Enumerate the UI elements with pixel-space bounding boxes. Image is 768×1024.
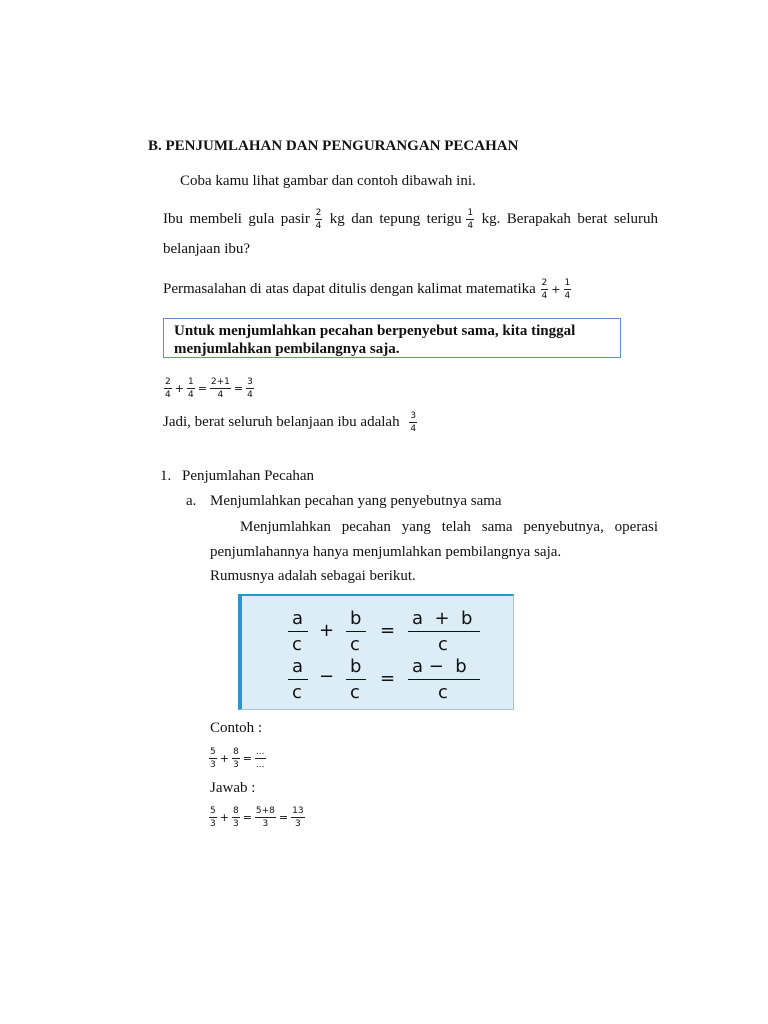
fraction-flour: $\frac{1}{4}$ bbox=[467, 207, 474, 231]
formula-symbol: c bbox=[350, 682, 360, 703]
equals-sign: = bbox=[242, 810, 252, 824]
fraction-bar bbox=[288, 679, 308, 680]
fraction: $\frac{13}{3}$ bbox=[292, 806, 304, 830]
fraction: $\frac{8}{3}$ bbox=[232, 747, 239, 771]
fraction: $\frac{2+1}{4}$ bbox=[210, 377, 230, 401]
fraction-sugar: $\frac{2}{4}$ bbox=[315, 207, 322, 231]
formula-symbol: a bbox=[292, 608, 304, 629]
word-with-fraction: terigu $\frac{1}{4}$ bbox=[426, 207, 474, 231]
word: berat bbox=[577, 210, 608, 227]
word: sama bbox=[481, 518, 513, 535]
word: Menjumlahkan bbox=[240, 518, 331, 535]
fraction-bar bbox=[408, 679, 480, 680]
conclusion bbox=[163, 408, 418, 436]
word: kg bbox=[329, 210, 345, 227]
formula-box bbox=[238, 594, 514, 710]
fraction: $\frac{1}{4}$ bbox=[187, 377, 194, 401]
equals-sign: = bbox=[278, 810, 289, 824]
formula-symbol: a bbox=[292, 656, 304, 677]
sub-letter: a. bbox=[186, 493, 197, 509]
fraction: $\frac{2}{4}$ bbox=[541, 278, 548, 302]
answer-label: Jawab : bbox=[210, 780, 256, 796]
math-sentence-text: Permasalahan di atas dapat ditulis dengan kalimat matematika bbox=[163, 281, 536, 297]
example-label: Contoh : bbox=[210, 720, 263, 736]
word: yang bbox=[401, 518, 431, 535]
word: Ibu bbox=[163, 210, 183, 227]
formula-equals: = bbox=[380, 668, 396, 689]
formula-operator: + bbox=[319, 620, 335, 641]
sub-title: Menjumlahkan pecahan yang penyebutnya sama bbox=[210, 493, 502, 509]
formula-result-numerator: a + b bbox=[412, 608, 473, 629]
equals-sign: = bbox=[197, 381, 207, 395]
fraction-bar bbox=[346, 679, 366, 680]
word: Berapakah bbox=[506, 210, 571, 227]
formula-symbol: c bbox=[350, 634, 360, 655]
problem-line-1 bbox=[163, 204, 658, 234]
formula-intro: Rumusnya adalah sebagai berikut. bbox=[210, 568, 416, 584]
plus-sign: + bbox=[551, 282, 561, 296]
intro-text: Coba kamu lihat gambar dan contoh dibawah ini. bbox=[180, 173, 476, 189]
formula-symbol: b bbox=[350, 608, 362, 629]
word: dan bbox=[351, 210, 373, 227]
rule-note-line-2: menjumlahkan pembilangnya saja. bbox=[174, 341, 400, 357]
fraction: $\frac{...}{...}$ bbox=[255, 747, 265, 771]
formula-equals: = bbox=[380, 620, 396, 641]
fraction: $\frac{5+8}{3}$ bbox=[255, 806, 275, 830]
word: gula bbox=[248, 210, 275, 227]
word: operasi bbox=[614, 518, 658, 535]
conclusion-text: Jadi, berat seluruh belanjaan ibu adalah bbox=[163, 414, 400, 430]
math-sentence bbox=[163, 276, 572, 303]
formula-result-numerator: a − b bbox=[412, 656, 467, 677]
rule-note-box bbox=[163, 318, 621, 358]
formula-symbol: c bbox=[292, 682, 302, 703]
paragraph-line-2: penjumlahannya hanya menjumlahkan pembilangnya saja. bbox=[210, 544, 562, 560]
word-with-fraction: pasir $\frac{2}{4}$ bbox=[280, 207, 322, 231]
fraction: $\frac{8}{3}$ bbox=[232, 806, 239, 830]
formula-symbol: b bbox=[350, 656, 362, 677]
equals-sign: = bbox=[242, 751, 252, 765]
word: pecahan bbox=[341, 518, 391, 535]
answer-equation bbox=[208, 803, 306, 832]
word: telah bbox=[441, 518, 471, 535]
section-title: Penjumlahan Pecahan bbox=[182, 468, 315, 484]
word: membeli bbox=[189, 210, 242, 227]
word: penyebutnya, bbox=[523, 518, 604, 535]
rule-note-line-1: Untuk menjumlahkan pecahan berpenyebut sama, kita tinggal bbox=[174, 323, 576, 339]
word: kg. bbox=[481, 210, 501, 227]
plus-sign: + bbox=[174, 381, 184, 395]
section-heading: B. PENJUMLAHAN DAN PENGURANGAN PECAHAN bbox=[148, 138, 519, 154]
fraction: $\frac{5}{3}$ bbox=[210, 747, 216, 771]
word: tepung bbox=[379, 210, 421, 227]
equals-sign: = bbox=[233, 381, 244, 395]
plus-sign: + bbox=[219, 751, 229, 765]
fraction: $\frac{1}{4}$ bbox=[564, 278, 571, 302]
plus-sign: + bbox=[219, 810, 229, 824]
fraction: $\frac{3}{4}$ bbox=[247, 377, 253, 401]
fraction: $\frac{3}{4}$ bbox=[410, 411, 417, 435]
formula-result-denominator: c bbox=[438, 634, 448, 655]
fraction: $\frac{2}{4}$ bbox=[165, 377, 171, 401]
formula-symbol: c bbox=[292, 634, 302, 655]
formula-operator: − bbox=[319, 666, 335, 687]
formula-result-denominator: c bbox=[438, 682, 448, 703]
fraction-bar bbox=[408, 631, 480, 632]
example-equation bbox=[208, 744, 267, 773]
solution-equation bbox=[163, 374, 255, 403]
list-number: 1. bbox=[160, 468, 172, 484]
fraction-bar bbox=[288, 631, 308, 632]
paragraph-line-1 bbox=[240, 517, 658, 537]
word: seluruh bbox=[613, 210, 658, 227]
problem-line-2: belanjaan ibu? bbox=[163, 241, 251, 257]
fraction-bar bbox=[346, 631, 366, 632]
fraction: $\frac{5}{3}$ bbox=[210, 806, 216, 830]
